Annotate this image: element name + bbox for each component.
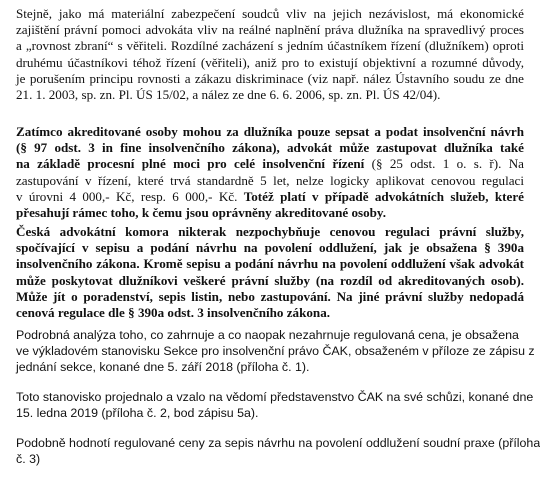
text-line xyxy=(16,327,524,343)
text-run: č. 3) xyxy=(16,452,41,467)
paragraph-equality xyxy=(16,6,524,103)
text-run: druhému účastníkovi téhož řízení (věřiteli), aniž pro to existují objektivní a rozumné důvody, xyxy=(16,54,524,70)
text-line xyxy=(16,305,524,321)
bold-text-run: Totéž platí v případě advokátních služeb, které xyxy=(243,188,524,204)
bold-text-run: (§ 97 odst. 3 in fine insolvenčního zákona), advokát může zastupovat dlužníka také xyxy=(16,140,524,156)
bold-text-run: cenová regulace dle § 390a odst. 3 insolvenčního zákona. xyxy=(16,305,331,321)
bold-text-run: insolvenčního zákona. xyxy=(16,256,140,272)
text-line xyxy=(16,173,524,189)
text-line xyxy=(16,71,524,87)
text-line xyxy=(16,22,524,38)
text-line xyxy=(16,156,524,172)
text-run: 15. ledna 2019 (příloha č. 2, bod zápisu 5a). xyxy=(16,406,259,421)
text-line xyxy=(16,124,524,140)
paragraph-analysis xyxy=(16,327,535,376)
text-line xyxy=(16,256,524,272)
bold-text-run: Česká advokátní komora nikterak nezpochybňuje cenovou regulaci právní služby, xyxy=(16,224,524,239)
text-line xyxy=(16,6,524,22)
text-run: zajištění právní pomoci advokáta vliv na reálné naplnění práva dlužníka na spravedlivý proces xyxy=(16,22,524,38)
text-run: Podobně hodnotí regulované ceny za sepis návrhu na povolení oddlužení soudní praxe (příloha xyxy=(16,436,540,450)
text-run: a „rovnost zbraní“ s věřiteli. Rozdílné zacházení s jedním účastníkem řízení (dlužníkem) oproti xyxy=(16,38,524,54)
bold-text-run: Zatímco akreditované osoby mohou za dlužníka pouze sepsat a podat insolvenční návrh xyxy=(16,124,524,139)
text-line xyxy=(16,435,540,451)
text-line xyxy=(16,205,524,221)
bold-text-run: Může jít o poradenství, sepis listin, nebo zastupování. Na jiné právní služby nedopadá xyxy=(16,288,524,304)
text-line xyxy=(16,87,524,103)
text-line xyxy=(16,55,524,71)
text-line xyxy=(16,389,534,405)
text-line xyxy=(16,343,535,359)
paragraph-representation xyxy=(16,124,524,221)
text-line xyxy=(16,38,524,54)
bold-text-run: na základě procesní plné moci pro celé insolvenční řízení xyxy=(16,156,365,172)
paragraph-court-practice xyxy=(16,435,540,467)
bold-text-run: přesahují rámec toho, k čemu jsou oprávněny akreditované osoby. xyxy=(16,205,387,221)
text-run: v úrovni 4 000,- Kč, resp. 6 000,- Kč. xyxy=(16,188,244,204)
paragraph-bar-position xyxy=(16,224,524,321)
bold-text-run: Kromě sepisu a podání návrhu na povolení oddlužení však advokát xyxy=(139,256,524,272)
bold-text-run: spočívající v sepisu a podání návrhu na povolení oddlužení, jak je obsažena § 390a xyxy=(16,240,524,256)
text-line xyxy=(16,451,524,467)
text-line xyxy=(16,240,524,256)
text-line xyxy=(16,405,524,421)
text-line xyxy=(16,140,524,156)
text-line xyxy=(16,273,524,289)
paragraph-board-approval xyxy=(16,389,534,421)
text-run: je porušením principu rovnosti a zákazu diskriminace (viz např. nález Ústavního soudu ze dne xyxy=(16,70,524,86)
text-run: Toto stanovisko projednalo a vzalo na vědomí představenstvo ČAK na své schůzi, konané dne xyxy=(16,390,534,404)
text-run: jednání sekce, konané dne 5. září 2018 (příloha č. 1). xyxy=(16,360,310,375)
text-line xyxy=(16,224,524,240)
text-run: Podrobná analýza toho, co zahrnuje a co naopak nezahrnuje regulovaná cena, je obsažena xyxy=(16,328,519,342)
text-line xyxy=(16,189,524,205)
bold-text-run: může poskytovat dlužníkovi veškeré právní služby (na rozdíl od akreditovaných osob). xyxy=(16,272,524,288)
text-run: zastupování v řízení, které trvá standardně 5 let, nelze logicky aplikovat cenovou regulaci xyxy=(16,172,524,188)
text-line xyxy=(16,359,524,375)
text-run: 21. 1. 2003, sp. zn. Pl. ÚS 15/02, a nález ze dne 6. 6. 2006, sp. zn. Pl. ÚS 42/04). xyxy=(16,87,441,103)
text-run: (§ 25 odst. 1 o. s. ř). Na xyxy=(364,156,524,172)
text-run: ve výkladovém stanovisku Sekce pro insolvenční právo ČAK, obsaženém v příloze ze zápisu z xyxy=(16,344,535,359)
text-line xyxy=(16,289,524,305)
text-run: Stejně, jako má materiální zabezpečení soudců vliv na jejich nezávislost, má ekonomické xyxy=(16,6,524,21)
